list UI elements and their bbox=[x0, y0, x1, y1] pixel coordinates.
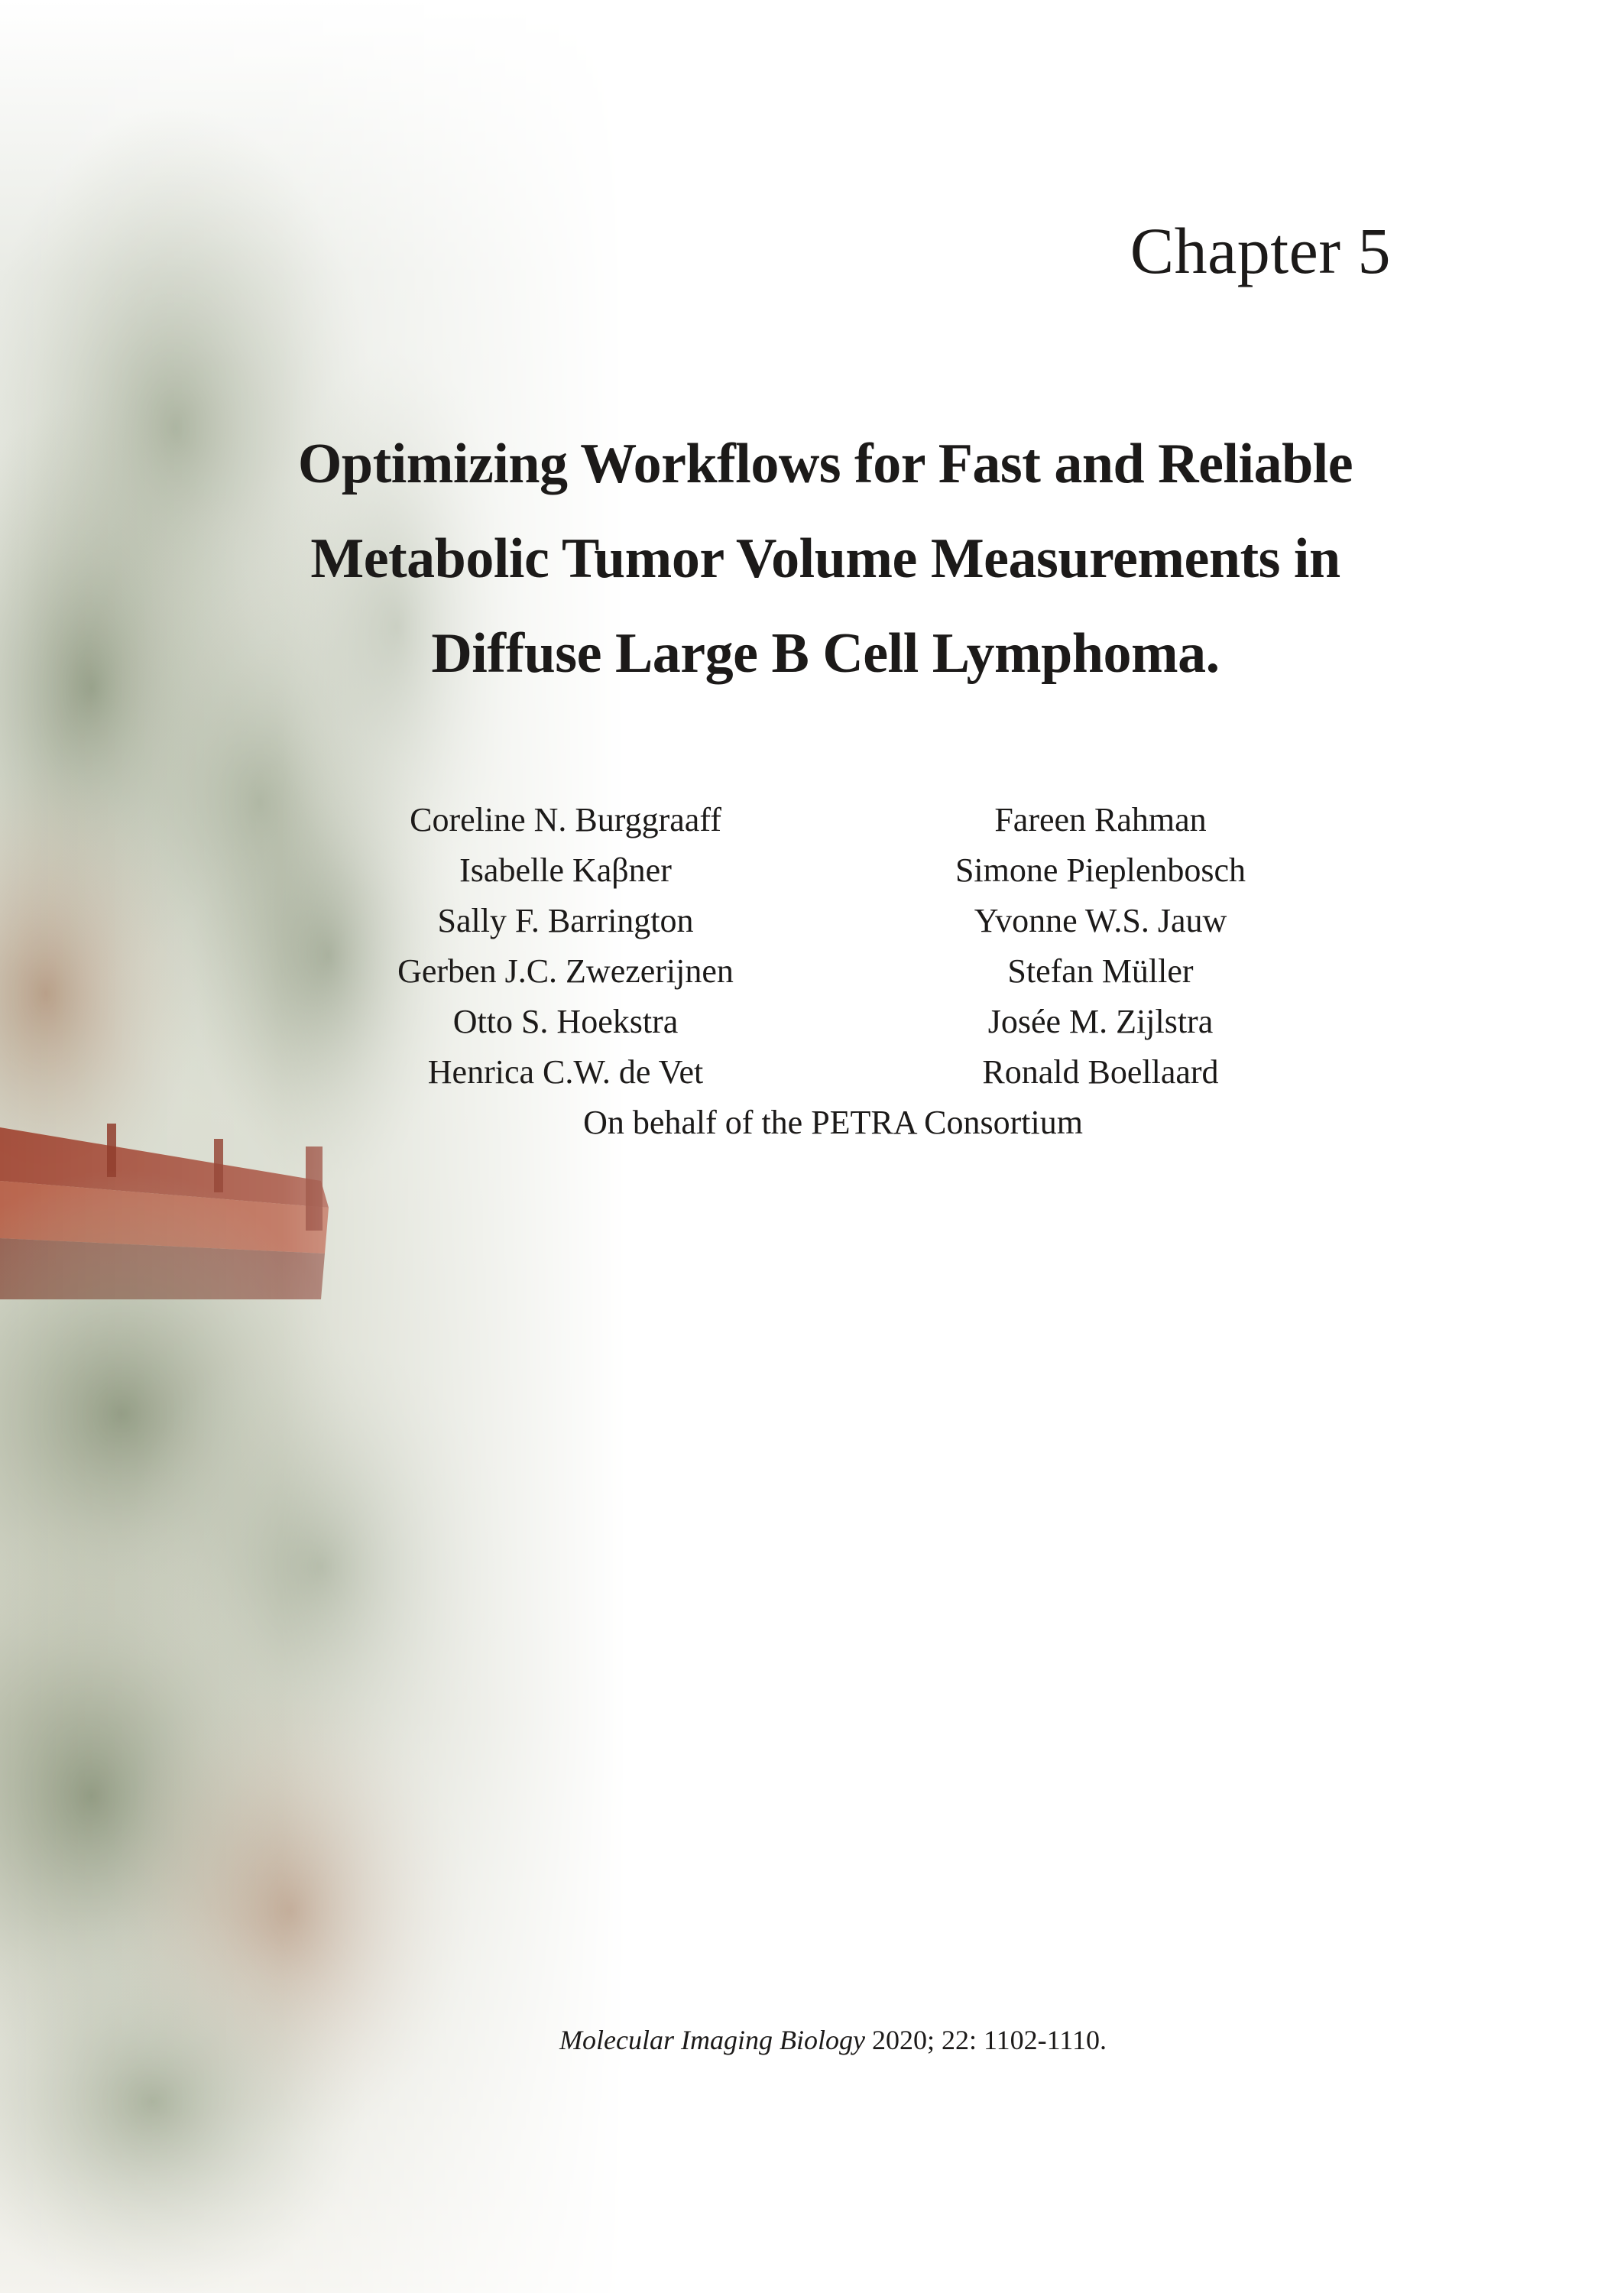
chapter-title bbox=[206, 417, 1444, 701]
author-name: Gerben J.C. Zwezerijnen bbox=[397, 952, 734, 990]
author-name: Josée M. Zijlstra bbox=[987, 1003, 1214, 1040]
author-row bbox=[336, 845, 1330, 896]
citation-details: 2020; 22: 1102-1110. bbox=[864, 2025, 1107, 2055]
author-name: Fareen Rahman bbox=[994, 801, 1207, 838]
author-row bbox=[336, 896, 1330, 946]
publication-citation bbox=[413, 2024, 1253, 2056]
author-name: Simone Pieplenbosch bbox=[955, 851, 1246, 889]
author-name: Isabelle Kaβner bbox=[459, 851, 672, 889]
author-list bbox=[336, 795, 1330, 1098]
author-row bbox=[336, 795, 1330, 845]
author-name: Sally F. Barrington bbox=[437, 902, 694, 939]
author-name: Ronald Boellaard bbox=[982, 1053, 1219, 1091]
author-row bbox=[336, 997, 1330, 1047]
journal-name: Molecular Imaging Biology bbox=[559, 2025, 865, 2055]
title-line-3: Diffuse Large B Cell Lymphoma. bbox=[431, 622, 1220, 685]
title-line-2: Metabolic Tumor Volume Measurements in bbox=[310, 527, 1340, 590]
author-name: Yvonne W.S. Jauw bbox=[974, 902, 1227, 939]
author-row bbox=[336, 1047, 1330, 1098]
author-name: Coreline N. Burggraaff bbox=[410, 801, 721, 838]
author-name: Stefan Müller bbox=[1007, 952, 1194, 990]
author-name: Otto S. Hoekstra bbox=[452, 1003, 679, 1040]
consortium-note: On behalf of the PETRA Consortium bbox=[583, 1104, 1083, 1141]
chapter-label: Chapter 5 bbox=[1130, 214, 1391, 287]
author-name: Henrica C.W. de Vet bbox=[427, 1053, 704, 1091]
author-row bbox=[336, 946, 1330, 997]
title-line-1: Optimizing Workflows for Fast and Reliable bbox=[297, 433, 1353, 495]
